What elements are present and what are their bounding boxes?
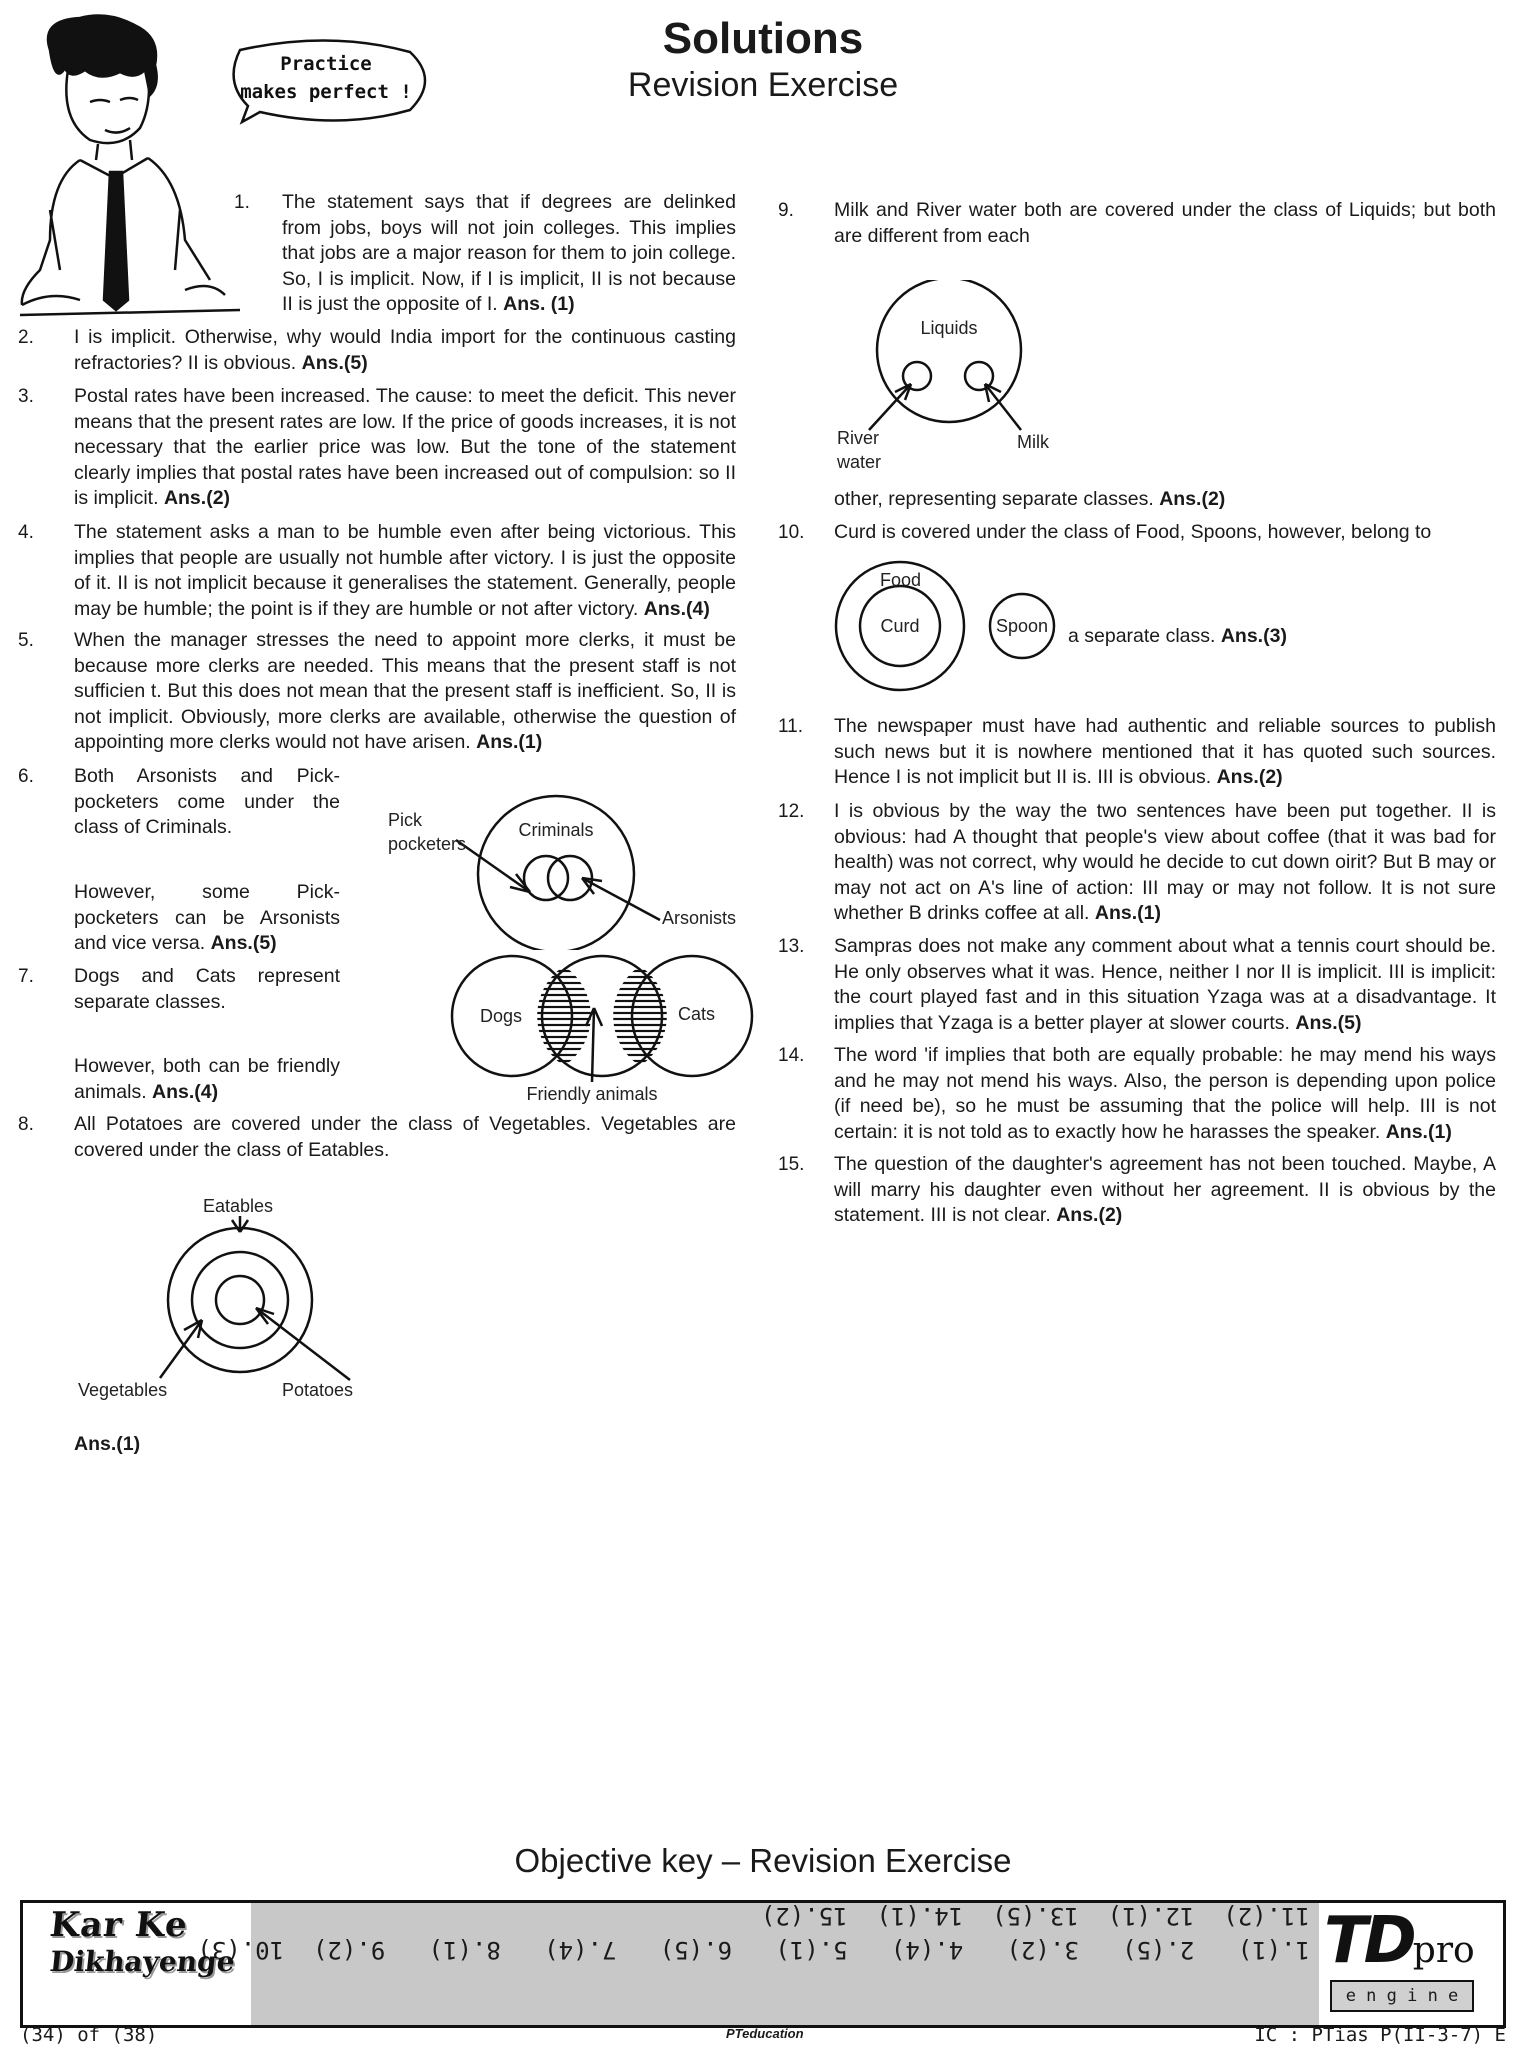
q6-text-2: However, some Pick-pocketers can be Arsonists and vice versa. Ans.(5) bbox=[74, 881, 340, 954]
potatoes-label: Potatoes bbox=[282, 1380, 354, 1400]
curd-label: Curd bbox=[880, 616, 920, 636]
q3-text: Postal rates have been increased. The cause: to meet the deficit. This never means that the present rates are low. If the price of goods increases, it is not necessary that the earlier price was low. But the tone of the statement clearly implies that postal rates have been increased out of compulsion: so II is implicit. Ans.(2) bbox=[74, 385, 736, 509]
river-label: River bbox=[837, 428, 880, 448]
cats-label: Cats bbox=[678, 1004, 716, 1024]
key-row-1: 1.(1) 2.(5) 3.(2) 4.(4) 5.(1) 6.(5) 7.(4) 8.(1) 9.(2) 10.(3) bbox=[197, 1936, 1310, 1964]
q15-text: The question of the daughter's agreement has not been touched. Maybe, A will marry his daughter even without her agreement. II is obvious by the statement. III is not clear. Ans.(2) bbox=[834, 1153, 1496, 1226]
logo-engine: e n g i n e bbox=[1330, 1980, 1474, 2012]
arsonists-label: Arsonists bbox=[662, 908, 737, 928]
pick-label: Pick bbox=[388, 810, 423, 830]
q13-text: Sampras does not make any comment about what a tennis court should be. He only observes what it was. Hence, neither I nor II is implicit. III is implicit: the court played fast and in this situation Yzaga was at a disadvantage. It implies that Yzaga is a better player at slower courts. Ans.(5) bbox=[834, 935, 1496, 1034]
speech-text-2: makes perfect ! bbox=[240, 81, 412, 103]
page-number: (34) of (38) bbox=[20, 2024, 158, 2046]
q14-text: The word 'if implies that both are equally probable: he may mend his ways and he may not mend his ways. Also, the person is depending upon police (if need be), so he must be assuming that the police will help. III is not certain: it is not told as to exactly how he harasses the speaker. Ans.(1) bbox=[834, 1044, 1496, 1143]
q6-text-1: Both Arsonists and Pick-pocketers come under the class of Criminals. bbox=[74, 765, 340, 838]
q12-text: I is obvious by the way the two sentences have been put together. II is obvious: had A thought that people's view about coffee (that it was bad for health) was not correct, why would he decide to cut down oirit? But B may or may not act on A's line of action: III may or may not follow. It is not sure whether B drinks coffee at all. Ans.(1) bbox=[834, 800, 1496, 924]
q6-number: 6. bbox=[18, 766, 34, 787]
vegetables-label: Vegetables bbox=[78, 1380, 168, 1400]
friendly-label: Friendly animals bbox=[526, 1084, 658, 1104]
pocketers-label: pocketers bbox=[388, 834, 467, 854]
q11-number: 11. bbox=[778, 716, 804, 737]
q8-text: All Potatoes are covered under the class of Vegetables. Vegetables are covered under the class of Eatables. bbox=[74, 1113, 736, 1161]
page-title: Solutions bbox=[662, 14, 864, 63]
logo-td: TD bbox=[1324, 1904, 1413, 1978]
q1-text: The statement says that if degrees are delinked from jobs, boys will not join colleges. This implies that jobs are a major reason for them to join college. So, I is implicit. Now, if I is implicit, II is not because II is just the opposite of I. Ans. (1) bbox=[282, 191, 736, 315]
criminals-diagram bbox=[380, 770, 750, 950]
q1-number: 1. bbox=[234, 192, 250, 213]
logo-line-2: Dikhayenge bbox=[48, 1945, 237, 1978]
q10-number: 10. bbox=[778, 522, 805, 543]
q12-number: 12. bbox=[778, 801, 805, 822]
food-diagram bbox=[830, 560, 1090, 700]
footer-brand: PTeducation bbox=[726, 2026, 804, 2041]
food-label: Food bbox=[880, 570, 922, 590]
criminals-label: Criminals bbox=[518, 820, 594, 840]
liquids-diagram bbox=[825, 280, 1105, 480]
q2-number: 2. bbox=[18, 327, 34, 348]
water-label: water bbox=[837, 452, 882, 472]
q9-number: 9. bbox=[778, 200, 794, 221]
q8-number: 8. bbox=[18, 1114, 34, 1135]
animals-diagram bbox=[450, 950, 760, 1120]
logo-pro: pro bbox=[1412, 1930, 1475, 1971]
q8-answer: Ans.(1) bbox=[74, 1433, 141, 1455]
milk-label: Milk bbox=[1017, 432, 1049, 452]
q14-number: 14. bbox=[778, 1045, 805, 1066]
eatables-diagram bbox=[60, 1190, 380, 1420]
kar-ke-dikhayenge-logo bbox=[47, 1905, 237, 2015]
q4-text: The statement asks a man to be humble even after being victorious. This implies that people are usually not humble after victory. I is just the opposite of it. II is not implicit because it generalises the statement. Generally, people may be humble; the point is if they are humble or not after victory. Ans.(4) bbox=[74, 521, 736, 620]
q11-text: The newspaper must have had authentic and reliable sources to publish such news but it is nowhere mentioned that it has quoted such sources. Hence I is not implicit but II is. III is obvious. Ans.(2) bbox=[834, 715, 1496, 788]
q13-number: 13. bbox=[778, 936, 805, 957]
q3-number: 3. bbox=[18, 386, 34, 407]
page-subtitle: Revision Exercise bbox=[627, 66, 899, 104]
tdpro-engine-logo bbox=[1324, 1904, 1502, 2022]
liquids-label: Liquids bbox=[920, 318, 978, 338]
q10-text-1: Curd is covered under the class of Food, Spoons, however, belong to bbox=[834, 521, 1432, 543]
q5-number: 5. bbox=[18, 630, 34, 651]
q7-text-2: However, both can be friendly animals. Ans.(4) bbox=[74, 1055, 340, 1103]
q10-text-2: a separate class. Ans.(3) bbox=[1068, 625, 1287, 647]
dogs-label: Dogs bbox=[480, 1006, 523, 1026]
q4-number: 4. bbox=[18, 522, 34, 543]
q9-text-1: Milk and River water both are covered under the class of Liquids; but both are different from each bbox=[834, 199, 1496, 247]
eatables-label: Eatables bbox=[202, 1196, 274, 1216]
q7-number: 7. bbox=[18, 966, 34, 987]
q7-text-1: Dogs and Cats represent separate classes. bbox=[74, 965, 340, 1013]
q15-number: 15. bbox=[778, 1154, 805, 1175]
document-code: IC : PTias P(II-3-7) E bbox=[1254, 2024, 1506, 2046]
speech-text-1: Practice bbox=[280, 53, 372, 75]
q9-text-2: other, representing separate classes. Ans.(2) bbox=[834, 488, 1226, 510]
key-row-2: 11.(2) 12.(1) 13.(5) 14.(1) 15.(2) bbox=[760, 1902, 1310, 1930]
q2-text: I is implicit. Otherwise, why would India import for the continuous casting refractories? II is obvious. Ans.(5) bbox=[74, 326, 736, 374]
spoon-label: Spoon bbox=[995, 616, 1049, 636]
q5-text: When the manager stresses the need to appoint more clerks, it must be because more clerks are needed. This means that the present staff is not sufficien t. But this does not mean that the present staff is inefficient. So, II is not implicit. Obviously, more clerks are available, otherwise the question of appointing more clerks would not have arisen. Ans.(1) bbox=[74, 629, 736, 753]
logo-line-1: Kar Ke bbox=[47, 1905, 190, 1945]
objective-key-title: Objective key – Revision Exercise bbox=[514, 1842, 1012, 1879]
